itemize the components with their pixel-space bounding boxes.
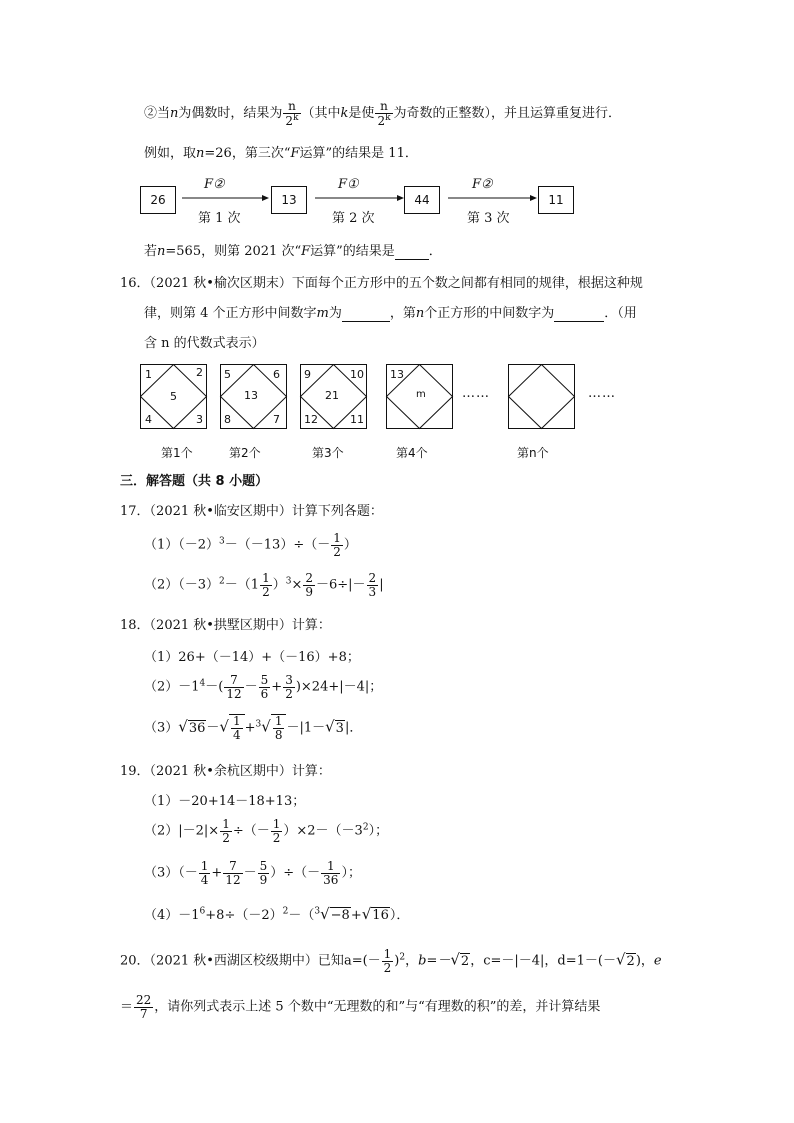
flow-op-1: F② (204, 177, 225, 192)
sq2-tr: 6 (273, 368, 280, 381)
flow-box-4: 11 (538, 186, 574, 214)
q19-part2: （2）|－2|× $\frac{1}{2}$ ÷（－ $\frac{1}{2}$ ）$\times 2-(-3^2)$； (144, 817, 389, 845)
flow-box-1: 26 (140, 186, 176, 214)
q20-line1: 20．（2021 秋•西湖区校级期中）已知a=(－ $\frac{1}{2}$ )$^2$，b=－√2，c=－|－4|，d=1－(－√2)，e (120, 947, 662, 975)
sq1-center: 5 (170, 390, 177, 403)
sq3-tl: 9 (304, 368, 311, 381)
q17-part1: $(1)(-2)^3-(-13)\div(-$ $\frac{1}{2}$ ） (144, 531, 357, 559)
sq4-tl: 13 (390, 368, 404, 381)
sq3-tr: 10 (350, 368, 364, 381)
q20-line2: ＝ $\frac{22}{7}$ ，请你列式表示上述 5 个数中“无理数的和”与“有理数的积”的差，并计算结果 (120, 993, 601, 1021)
sq3-center: 21 (325, 389, 339, 402)
q19-part4: $(4)-1^6+8\div(-2)^2-(^3√-8+√16)$． (144, 905, 410, 923)
flow-arrow-3 (446, 193, 538, 203)
q17-title: 17．（2021 秋•临安区期中）计算下列各题： (120, 504, 383, 519)
q19-part1: （1）－20+14－18+13； (144, 794, 306, 809)
flow-box-3: 44 (404, 186, 440, 214)
flow-arrow-2 (313, 193, 405, 203)
q19-part3: （3）（－ $\frac{1}{4}$ + $\frac{7}{12}$ － $\frac{5}{9}$ ）÷（－ $\frac{1}{36}$ ）； (144, 859, 361, 887)
sq4-label: 第4个 (396, 446, 428, 460)
square-n (509, 365, 575, 429)
q15-example: 例如，取n=26，第三次“F运算”的结果是 11． (144, 146, 418, 161)
sq2-tl: 5 (224, 368, 231, 381)
sqn-label: 第n个 (517, 446, 549, 460)
ellipsis-1: …… (462, 386, 490, 401)
sq3-br: 11 (350, 413, 364, 426)
answer-blank-n (554, 306, 604, 322)
sq3-label: 第3个 (312, 446, 344, 460)
q18-part3: （3）√36－√ $\frac{1}{4}$ +$^3$√ $\frac{1}{8}$ －|1－√3|． (144, 714, 363, 742)
section-heading: 三．解答题（共 8 小题） (120, 474, 269, 489)
answer-blank-m (342, 306, 390, 322)
flow-step-label-3: 第 3 次 (467, 211, 510, 226)
fraction-n-over-2k-2: $\frac{n}{2^k}$ (377, 99, 391, 128)
sq4-center: m (416, 389, 426, 400)
sq1-label: 第1个 (161, 446, 193, 460)
ellipsis-2: …… (588, 386, 616, 401)
sq2-center: 13 (244, 389, 258, 402)
fraction-n-over-2k: $\frac{n}{2^k}$ (285, 99, 299, 128)
q17-part2: $(2)(-3)^2-(1$ $\frac{1}{2}$ ）$^3$× $\frac{2}{9}$ －6÷|－ $\frac{2}{3}$ | (144, 571, 384, 599)
flow-step-label-1: 第 1 次 (198, 211, 241, 226)
sq1-tr: 2 (196, 366, 203, 379)
q19-title: 19．（2021 秋•余杭区期中）计算： (120, 764, 331, 779)
sq2-label: 第2个 (229, 446, 261, 460)
q15-question: 若n=565，则第 2021 次“F运算”的结果是 ． (144, 244, 442, 259)
sq1-br: 3 (196, 413, 203, 426)
flow-op-2: F① (338, 177, 359, 192)
sq2-bl: 8 (224, 413, 231, 426)
number-squares-figure (140, 364, 610, 430)
q16-line1: 16．（2021 秋•榆次区期末）下面每个正方形中的五个数之间都有相同的规律，根据这种规 (120, 276, 643, 291)
q16-line3: 含 n 的代数式表示） (144, 336, 265, 351)
sq2-br: 7 (273, 413, 280, 426)
flow-arrow-1 (180, 193, 270, 203)
answer-blank (395, 244, 429, 260)
flow-box-2: 13 (271, 186, 307, 214)
q18-part1: （1）26+（－14）+（－16）+8； (144, 650, 360, 665)
sq1-tl: 1 (145, 368, 152, 381)
sq1-bl: 4 (145, 413, 152, 426)
q18-part2: $(2)-1^4-$( $\frac{7}{12}$ － $\frac{5}{6}$ + $\frac{3}{2}$ )×24+|－4|； (144, 673, 383, 701)
q16-line2: 律，则第 4 个正方形中间数字m为 ，第n个正方形的中间数字为 ．（用 (144, 306, 637, 321)
flow-step-label-2: 第 2 次 (332, 211, 375, 226)
q15-rule2: ②当n为偶数时，结果为 $\frac{n}{2^k}$ （其中k是使 $\frac{n}{2^k}$ 为奇数的正整数），并且运算重复进行． (144, 99, 622, 128)
q18-title: 18．（2021 秋•拱墅区期中）计算： (120, 618, 331, 633)
sq3-bl: 12 (304, 413, 318, 426)
flow-op-3: F② (472, 177, 493, 192)
